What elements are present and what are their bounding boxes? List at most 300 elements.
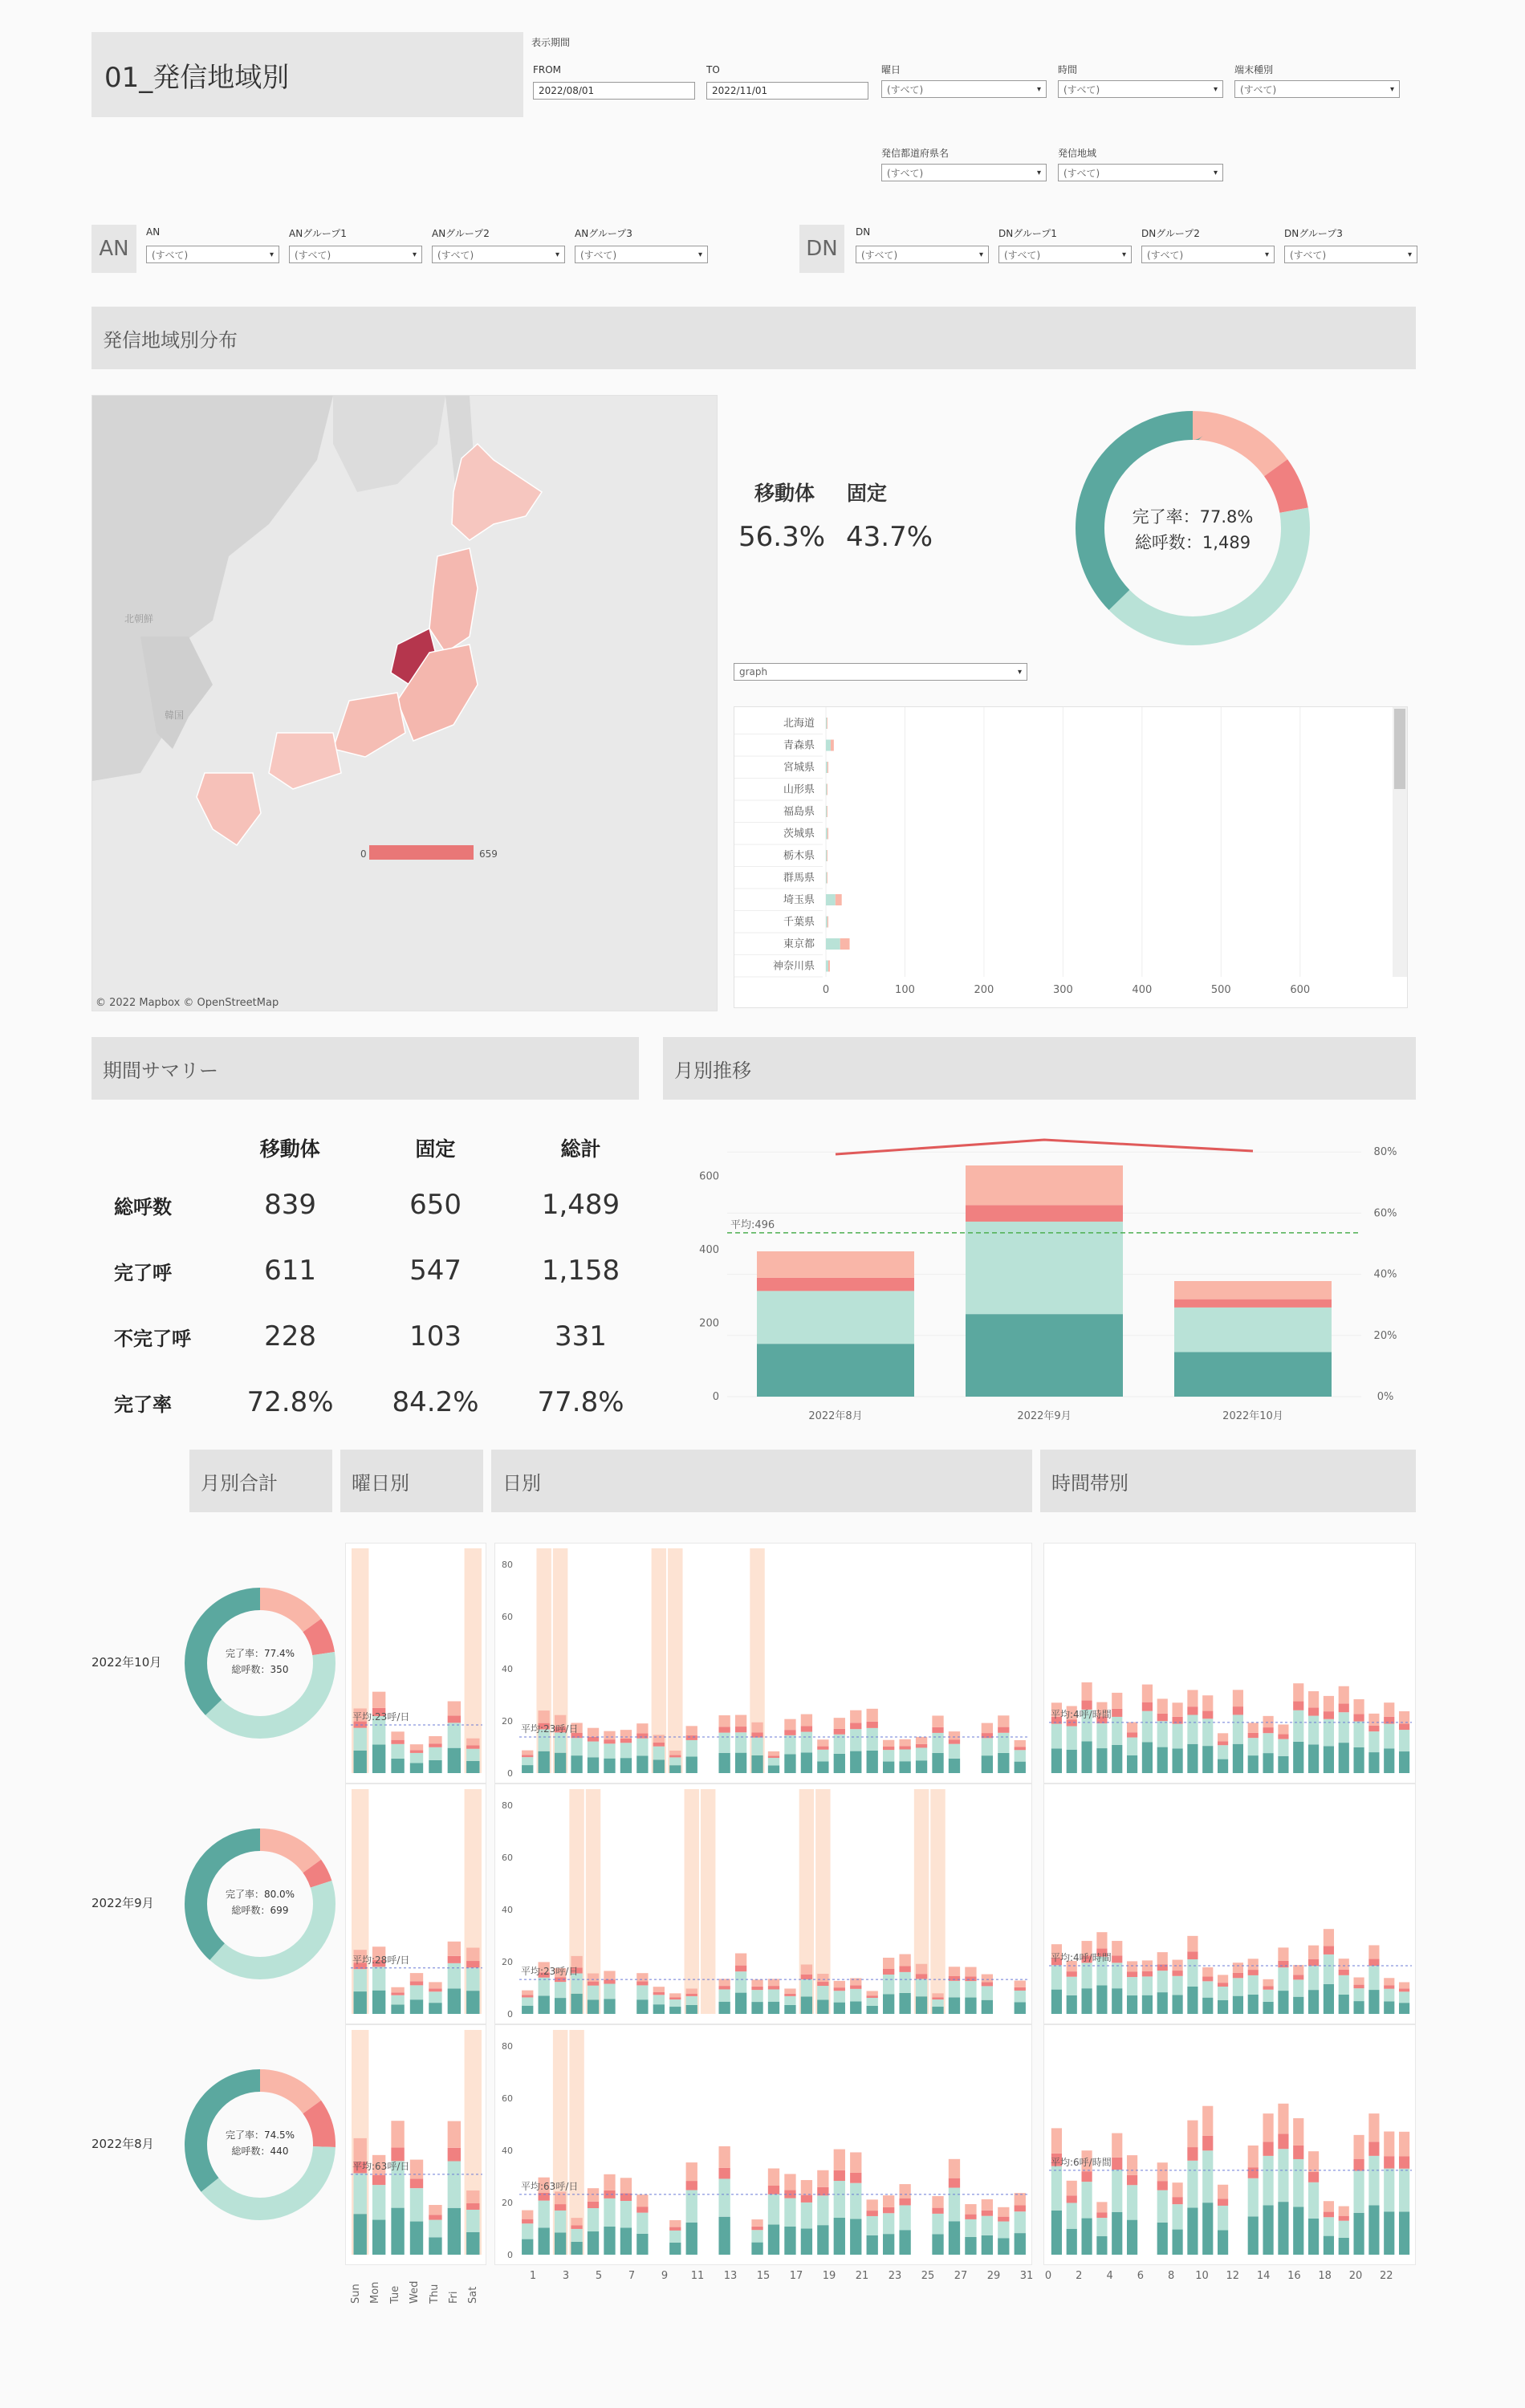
pref-label: 山形県 bbox=[783, 783, 815, 796]
panel-bar-segment bbox=[522, 2006, 533, 2014]
dow-chart[interactable] bbox=[345, 1543, 486, 1784]
panel-bar-segment bbox=[735, 1971, 746, 1992]
hour-axis-label: 22 bbox=[1380, 2270, 1393, 2282]
panel-bar-segment bbox=[850, 1985, 861, 1988]
panel-bar-segment bbox=[1399, 2211, 1409, 2255]
panel-bar-segment bbox=[669, 2243, 681, 2255]
panel-bar-segment bbox=[391, 1992, 404, 1995]
hourly-chart[interactable] bbox=[1043, 1784, 1416, 2024]
panel-average-label: 平均:6呼/時間 bbox=[1051, 2156, 1112, 2168]
panel-bar-segment bbox=[653, 1992, 665, 1995]
daily-chart[interactable] bbox=[494, 2024, 1032, 2265]
panel-bar-segment bbox=[1368, 1726, 1379, 1731]
panel-bar-segment bbox=[883, 1969, 894, 1975]
panel-bar-segment bbox=[949, 1759, 960, 1773]
map-credit: © 2022 Mapbox © OpenStreetMap bbox=[96, 997, 279, 1009]
panel-bar-segment bbox=[1399, 2132, 1409, 2157]
pref-dropdown[interactable] bbox=[881, 164, 1047, 181]
panel-bar-segment bbox=[784, 2174, 795, 2190]
device-value: (すべて) bbox=[1240, 83, 1277, 96]
panel-bar-segment bbox=[1202, 1695, 1213, 1710]
panel-bar-segment bbox=[1263, 2156, 1273, 2206]
panel-bar-segment bbox=[949, 1744, 960, 1759]
panel-bar-segment bbox=[834, 2003, 845, 2014]
time-value: (すべて) bbox=[1063, 83, 1100, 96]
dow-chart[interactable] bbox=[345, 1784, 486, 2024]
panel-bar-segment bbox=[1248, 1755, 1259, 1773]
dow-chart[interactable] bbox=[345, 2024, 486, 2265]
panel-bar-segment bbox=[372, 2175, 385, 2185]
panel-bar-segment bbox=[1172, 2197, 1182, 2204]
panel-bar-segment bbox=[1157, 2223, 1168, 2255]
panel-bar-segment bbox=[817, 1739, 828, 1746]
panel-bar-segment bbox=[1096, 2236, 1107, 2255]
panel-bar-segment bbox=[1142, 1702, 1153, 1711]
summary-cell: 650 bbox=[409, 1189, 462, 1221]
pref-scrollbar-thumb[interactable] bbox=[1394, 709, 1405, 789]
panel-average-label: 平均:4呼/時間 bbox=[1051, 1708, 1112, 1720]
panel-bar-segment bbox=[653, 1735, 665, 1743]
panel-bar-segment bbox=[768, 1758, 779, 1765]
panel-bar-segment bbox=[1081, 1682, 1092, 1701]
monthly-chart[interactable] bbox=[663, 1124, 1416, 1437]
panel-bar-segment bbox=[735, 1715, 746, 1727]
panel-bar-segment bbox=[965, 1976, 976, 1981]
chevron-down-icon: ▾ bbox=[269, 250, 274, 259]
highlight-band bbox=[685, 1789, 699, 2014]
panel-bar-segment bbox=[850, 2173, 861, 2183]
pref-bar-complete bbox=[826, 762, 828, 773]
panel-bar-segment bbox=[883, 1747, 894, 1750]
dn-dropdown-3[interactable] bbox=[1284, 246, 1417, 263]
panel-bar-segment bbox=[588, 1737, 599, 1742]
panel-bar-segment bbox=[1278, 2133, 1288, 2149]
panel-bar-segment bbox=[466, 1991, 479, 2014]
panel-average-label: 平均:63呼/日 bbox=[521, 2180, 579, 2192]
panel-bar-segment bbox=[1339, 1970, 1349, 1975]
dn-dropdown-2[interactable] bbox=[1141, 246, 1275, 263]
panel-bar-segment bbox=[354, 1969, 367, 1991]
pref-tick-label: 600 bbox=[1290, 984, 1311, 996]
panel-bar-segment bbox=[1308, 1990, 1319, 2014]
hdr-month-total: 月別合計 bbox=[189, 1450, 332, 1512]
dn-dropdown-0[interactable] bbox=[856, 246, 989, 263]
panel-bar-segment bbox=[1172, 2182, 1182, 2197]
panel-bar-segment bbox=[1384, 1985, 1394, 1988]
panel-bar-segment bbox=[604, 1999, 615, 2014]
dn-dropdown-value: (すべて) bbox=[1290, 249, 1327, 261]
panel-bar-segment bbox=[1157, 2190, 1168, 2223]
day-axis-label: 23 bbox=[888, 2270, 902, 2282]
panel-bar-segment bbox=[429, 1760, 441, 1773]
panel-bar-segment bbox=[1353, 2001, 1364, 2014]
panel-bar-segment bbox=[620, 2227, 632, 2255]
panel-bar-segment bbox=[466, 1745, 479, 1748]
ratio-block bbox=[738, 478, 979, 553]
panel-bar-segment bbox=[466, 1961, 479, 1967]
panel-bar-segment bbox=[1324, 1946, 1334, 1954]
donut-rate-label: 完了率：77.8% bbox=[1132, 507, 1254, 527]
dow-axis-label: Sun bbox=[350, 2284, 362, 2304]
panel-bar-segment bbox=[949, 1739, 960, 1743]
day-axis-label: 13 bbox=[723, 2270, 738, 2282]
panel-bar-segment bbox=[1172, 1976, 1182, 1995]
panel-bar-segment bbox=[686, 1726, 697, 1735]
panel-bar-segment bbox=[1015, 2002, 1026, 2014]
panel-bar-segment bbox=[391, 2208, 404, 2255]
panel-bar-segment bbox=[1308, 2182, 1319, 2219]
panel-bar-segment bbox=[801, 1979, 812, 1997]
summary-col-mobile: 移動体 bbox=[259, 1137, 320, 1161]
panel-bar-segment bbox=[539, 1751, 550, 1773]
panel-bar-segment bbox=[850, 1729, 861, 1751]
panel-bar-segment bbox=[429, 2205, 441, 2215]
region-label: 発信地域 bbox=[1058, 148, 1097, 159]
panel-bar-segment bbox=[1263, 2142, 1273, 2156]
region-dropdown[interactable] bbox=[1058, 164, 1223, 181]
panel-bar-segment bbox=[1233, 1996, 1243, 2014]
panel-bar-segment bbox=[669, 1999, 681, 2007]
panel-bar-segment bbox=[1202, 1977, 1213, 1982]
panel-bar-segment bbox=[1218, 1987, 1228, 2000]
an-dropdown-1[interactable] bbox=[289, 246, 422, 263]
page-title: 01_発信地域別 bbox=[104, 61, 290, 94]
summary-row-label: 完了率 bbox=[114, 1393, 172, 1416]
an-dropdown-0[interactable] bbox=[146, 246, 279, 263]
panel-tick: 20 bbox=[502, 1957, 513, 1967]
panel-bar-segment bbox=[801, 1996, 812, 2014]
chevron-down-icon: ▾ bbox=[1036, 168, 1041, 177]
panel-bar-segment bbox=[768, 2186, 779, 2194]
panel-bar-segment bbox=[867, 1991, 878, 1995]
panel-bar-segment bbox=[998, 2217, 1009, 2222]
panel-bar-segment bbox=[883, 1740, 894, 1747]
monthly-left-tick: 0 bbox=[712, 1391, 719, 1403]
panel-bar-segment bbox=[1263, 2002, 1273, 2014]
panel-bar-segment bbox=[1384, 2132, 1394, 2157]
panel-bar-segment bbox=[354, 1751, 367, 1773]
panel-bar-segment bbox=[1278, 1991, 1288, 2014]
panel-bar-segment bbox=[391, 1731, 404, 1739]
panel-bar-segment bbox=[1399, 2003, 1409, 2014]
panel-bar-segment bbox=[1353, 1714, 1364, 1721]
panel-bar-segment bbox=[932, 2214, 943, 2235]
panel-bar-segment bbox=[686, 1996, 697, 2005]
panel-bar-segment bbox=[555, 1998, 566, 2014]
panel-tick: 80 bbox=[502, 1800, 513, 1811]
device-dropdown[interactable] bbox=[1234, 80, 1400, 98]
panel-tick: 80 bbox=[502, 1560, 513, 1570]
panel-bar-segment bbox=[1384, 2156, 1394, 2168]
panel-bar-segment bbox=[1218, 1983, 1228, 1987]
panel-bar-segment bbox=[522, 1755, 533, 1757]
panel-bar-segment bbox=[867, 1722, 878, 1728]
panel-bar-segment bbox=[391, 1740, 404, 1744]
panel-bar-segment bbox=[1218, 1745, 1228, 1759]
panel-bar-segment bbox=[1112, 2212, 1122, 2255]
monthly-bar-mobile-incomplete bbox=[1174, 1281, 1332, 1300]
panel-bar-segment bbox=[998, 2222, 1009, 2239]
panel-bar-segment bbox=[899, 1750, 910, 1762]
monthly-x-label: 2022年9月 bbox=[1017, 1410, 1072, 1422]
panel-bar-segment bbox=[998, 2207, 1009, 2217]
pref-bar-incomplete bbox=[831, 740, 834, 751]
panel-bar-segment bbox=[1015, 1747, 1026, 1750]
panel-bar-segment bbox=[1248, 2178, 1259, 2217]
panel-bar-segment bbox=[636, 1973, 648, 1981]
panel-bar-segment bbox=[1293, 1979, 1303, 1996]
panel-bar-segment bbox=[686, 2190, 697, 2223]
graph-select[interactable] bbox=[734, 663, 1027, 681]
panel-bar-segment bbox=[1384, 1748, 1394, 1773]
hour-axis-label: 18 bbox=[1318, 2270, 1332, 2282]
panel-bar-segment bbox=[1263, 1979, 1273, 1987]
panel-bar-segment bbox=[916, 1974, 927, 1979]
panel-bar-segment bbox=[1293, 2207, 1303, 2255]
panel-bar-segment bbox=[801, 1714, 812, 1727]
panel-tick: 60 bbox=[502, 2093, 513, 2104]
panel-bar-segment bbox=[391, 1759, 404, 1773]
panel-bar-segment bbox=[850, 1989, 861, 2002]
panel-bar-segment bbox=[867, 1751, 878, 1773]
daily-chart[interactable] bbox=[494, 1543, 1032, 1784]
monthly-bar-mobile-incomplete bbox=[757, 1251, 914, 1278]
panel-bar-segment bbox=[429, 1991, 441, 2003]
panel-bar-segment bbox=[466, 1749, 479, 1761]
panel-bar-segment bbox=[1112, 1709, 1122, 1717]
panel-bar-segment bbox=[1202, 1981, 1213, 1997]
panel-bar-segment bbox=[1142, 1742, 1153, 1773]
panel-bar-segment bbox=[735, 1954, 746, 1966]
from-date-input[interactable]: 2022/08/01 bbox=[533, 82, 695, 100]
panel-bar-segment bbox=[466, 1739, 479, 1746]
panel-bar-segment bbox=[1308, 1744, 1319, 1773]
panel-bar-segment bbox=[1127, 2220, 1137, 2255]
panel-bar-segment bbox=[1368, 1990, 1379, 2014]
panel-bar-segment bbox=[1187, 1936, 1198, 1951]
an-tag: AN bbox=[92, 225, 136, 273]
panel-bar-segment bbox=[1293, 1710, 1303, 1742]
panel-bar-segment bbox=[588, 1982, 599, 1986]
summary-cell: 228 bbox=[264, 1320, 317, 1352]
panel-bar-segment bbox=[1384, 1724, 1394, 1749]
dn-dropdown-1[interactable] bbox=[998, 246, 1132, 263]
panel-bar-segment bbox=[1015, 1740, 1026, 1747]
panel-bar-segment bbox=[1339, 1712, 1349, 1743]
panel-bar-segment bbox=[949, 2178, 960, 2188]
an-dropdown-2[interactable] bbox=[432, 246, 565, 263]
panel-bar-segment bbox=[1384, 1978, 1394, 1985]
panel-bar-segment bbox=[466, 2210, 479, 2232]
dn-label-3: DNグループ3 bbox=[1284, 228, 1343, 239]
hour-axis-label: 8 bbox=[1168, 2270, 1175, 2282]
monthly-right-tick: 80% bbox=[1373, 1146, 1397, 1159]
panel-bar-segment bbox=[718, 1733, 730, 1753]
panel-bar-segment bbox=[1368, 1752, 1379, 1773]
summary-cell: 839 bbox=[264, 1189, 317, 1221]
summary-cell: 72.8% bbox=[246, 1386, 334, 1418]
month-donut-rate: 完了率：80.0% bbox=[225, 1889, 295, 1900]
panel-bar-segment bbox=[1324, 2212, 1334, 2218]
monthly-bar-fixed-incomplete bbox=[757, 1278, 914, 1291]
panel-bar-segment bbox=[522, 1765, 533, 1773]
hour-axis-label: 2 bbox=[1076, 2270, 1083, 2282]
day-axis-label: 27 bbox=[954, 2270, 968, 2282]
panel-bar-segment bbox=[669, 1757, 681, 1765]
panel-bar-segment bbox=[429, 1982, 441, 1988]
panel-bar-segment bbox=[1157, 2162, 1168, 2181]
to-date-input[interactable]: 2022/11/01 bbox=[706, 82, 868, 100]
dn-label-1: DNグループ1 bbox=[998, 228, 1057, 239]
pref-bar-chart[interactable] bbox=[734, 706, 1408, 1008]
device-label: 端末種別 bbox=[1234, 64, 1274, 75]
panel-bar-segment bbox=[768, 1989, 779, 2001]
pref-chart-svg bbox=[734, 707, 1409, 1009]
panel-bar-segment bbox=[1157, 2181, 1168, 2190]
panel-bar-segment bbox=[899, 1761, 910, 1773]
mobile-label: 移動体 bbox=[754, 482, 815, 505]
panel-bar-segment bbox=[1096, 1723, 1107, 1748]
panel-bar-segment bbox=[1293, 2146, 1303, 2159]
daily-chart-svg bbox=[495, 1544, 1033, 1784]
day-axis-label: 15 bbox=[756, 2270, 771, 2282]
panel-bar-segment bbox=[834, 1991, 845, 2002]
panel-bar-segment bbox=[1293, 1975, 1303, 1979]
daily-chart-svg bbox=[495, 2025, 1033, 2266]
monthly-left-tick: 200 bbox=[699, 1317, 719, 1330]
panel-bar-segment bbox=[1278, 2149, 1288, 2202]
pref-label: 北海道 bbox=[783, 718, 815, 730]
chevron-down-icon: ▾ bbox=[1213, 168, 1218, 177]
hdr-daily: 日別 bbox=[491, 1450, 1032, 1512]
panel-bar-segment bbox=[1067, 2203, 1077, 2228]
panel-bar-segment bbox=[1278, 2104, 1288, 2134]
panel-bar-segment bbox=[1051, 2128, 1062, 2154]
summary-cell: 77.8% bbox=[537, 1386, 624, 1418]
panel-bar-segment bbox=[372, 1692, 385, 1708]
panel-bar-segment bbox=[1368, 1714, 1379, 1726]
hourly-chart[interactable] bbox=[1043, 2024, 1416, 2265]
panel-bar-segment bbox=[817, 1982, 828, 1986]
panel-bar-segment bbox=[1202, 1967, 1213, 1977]
panel-tick: 0 bbox=[507, 1768, 513, 1779]
panel-bar-segment bbox=[1353, 1988, 1364, 2001]
panel-bar-segment bbox=[718, 2178, 730, 2216]
panel-bar-segment bbox=[965, 1981, 976, 1997]
day-axis-label: 7 bbox=[628, 2270, 636, 2282]
period-label: 表示期間 bbox=[531, 37, 571, 48]
panel-bar-segment bbox=[1112, 1988, 1122, 2014]
panel-bar-segment bbox=[636, 1734, 648, 1739]
panel-bar-segment bbox=[801, 1732, 812, 1753]
summary-row bbox=[92, 1304, 653, 1369]
monthly-average-label: 平均:496 bbox=[730, 1218, 775, 1231]
panel-bar-segment bbox=[1218, 1759, 1228, 1773]
panel-bar-segment bbox=[410, 1750, 423, 1753]
pref-bar-incomplete bbox=[827, 784, 828, 795]
panel-bar-segment bbox=[1157, 1721, 1168, 1747]
pref-tick-label: 300 bbox=[1052, 984, 1073, 996]
panel-bar-segment bbox=[768, 1986, 779, 1989]
panel-bar-segment bbox=[1202, 2136, 1213, 2151]
panel-bar-segment bbox=[1187, 2147, 1198, 2161]
panel-bar-segment bbox=[817, 1750, 828, 1762]
panel-bar-segment bbox=[768, 2224, 779, 2255]
panel-bar-segment bbox=[867, 1995, 878, 1998]
panel-bar-segment bbox=[1399, 2169, 1409, 2212]
panel-bar-segment bbox=[1067, 2181, 1077, 2195]
pref-bar-complete bbox=[826, 784, 827, 795]
japan-map[interactable] bbox=[92, 395, 718, 1011]
panel-bar-segment bbox=[539, 2193, 550, 2201]
pref-label: 茨城県 bbox=[783, 828, 815, 840]
panel-bar-segment bbox=[850, 1751, 861, 1773]
pref-bar-complete bbox=[826, 961, 828, 972]
panel-bar-segment bbox=[1127, 1738, 1137, 1755]
panel-bar-segment bbox=[571, 2218, 582, 2225]
weekday-dropdown[interactable] bbox=[881, 80, 1047, 98]
time-dropdown[interactable] bbox=[1058, 80, 1223, 98]
day-axis-label: 17 bbox=[789, 2270, 803, 2282]
panel-bar-segment bbox=[899, 1972, 910, 1993]
panel-bar-segment bbox=[391, 1995, 404, 2005]
monthly-bar-fixed-incomplete bbox=[966, 1205, 1123, 1222]
panel-bar-segment bbox=[949, 1976, 960, 1981]
panel-bar-segment bbox=[784, 1719, 795, 1730]
panel-bar-segment bbox=[1081, 1988, 1092, 2014]
panel-bar-segment bbox=[949, 1967, 960, 1976]
hourly-chart[interactable] bbox=[1043, 1543, 1416, 1784]
daily-chart[interactable] bbox=[494, 1784, 1032, 2024]
panel-bar-segment bbox=[1172, 1971, 1182, 1976]
monthly-bar-mobile-complete bbox=[757, 1344, 914, 1397]
month-label: 2022年10月 bbox=[92, 1655, 162, 1670]
panel-bar-segment bbox=[1263, 1986, 1273, 1989]
panel-bar-segment bbox=[1067, 2229, 1077, 2255]
panel-bar-segment bbox=[1339, 2221, 1349, 2238]
panel-bar-segment bbox=[916, 1760, 927, 1773]
panel-bar-segment bbox=[982, 2235, 993, 2255]
chevron-down-icon: ▾ bbox=[1213, 84, 1218, 94]
panel-bar-segment bbox=[867, 1728, 878, 1751]
panel-bar-segment bbox=[669, 2227, 681, 2231]
panel-bar-segment bbox=[784, 1735, 795, 1755]
panel-bar-segment bbox=[850, 1710, 861, 1723]
an-dropdown-3[interactable] bbox=[575, 246, 708, 263]
panel-bar-segment bbox=[1096, 1932, 1107, 1948]
panel-bar-segment bbox=[1353, 1978, 1364, 1985]
panel-bar-segment bbox=[1127, 1961, 1137, 1971]
summary-table bbox=[92, 1124, 653, 1435]
map-legend-min: 0 bbox=[360, 848, 367, 860]
panel-bar-segment bbox=[735, 1753, 746, 1773]
dow-axis-label: Thu bbox=[428, 2284, 441, 2304]
day-axis-label: 5 bbox=[595, 2270, 603, 2282]
panel-bar-segment bbox=[1096, 1748, 1107, 1773]
panel-bar-segment bbox=[410, 2160, 423, 2179]
panel-bar-segment bbox=[1278, 2202, 1288, 2255]
panel-bar-segment bbox=[784, 2227, 795, 2255]
dn-label-2: DNグループ2 bbox=[1141, 228, 1200, 239]
dn-dropdown-value: (すべて) bbox=[1147, 249, 1184, 261]
panel-bar-segment bbox=[669, 1993, 681, 1997]
panel-bar-segment bbox=[751, 1755, 762, 1773]
panel-bar-segment bbox=[817, 2000, 828, 2014]
panel-bar-segment bbox=[1218, 2230, 1228, 2255]
pref-tick-label: 500 bbox=[1210, 984, 1231, 996]
panel-bar-segment bbox=[982, 1755, 993, 1773]
panel-bar-segment bbox=[1096, 1985, 1107, 2014]
